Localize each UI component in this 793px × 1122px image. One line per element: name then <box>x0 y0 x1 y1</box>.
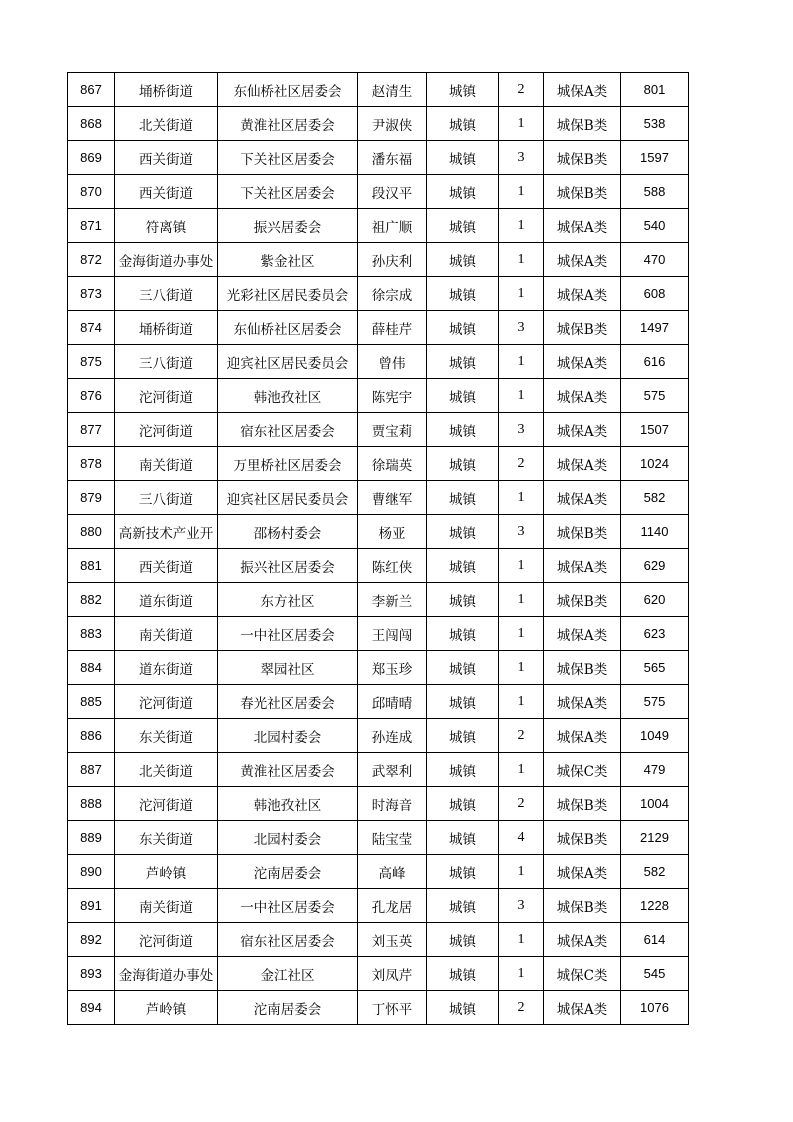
row-number-cell: 890 <box>68 855 115 889</box>
amount-cell: 470 <box>621 243 689 277</box>
people-count-cell: 1 <box>499 617 544 651</box>
category-cell: 城保A类 <box>544 549 621 583</box>
amount-cell: 623 <box>621 617 689 651</box>
table-row <box>68 209 689 243</box>
category-cell: 城保B类 <box>544 583 621 617</box>
category-cell: 城保B类 <box>544 821 621 855</box>
community-cell: 北园村委会 <box>218 719 358 753</box>
amount-cell: 582 <box>621 481 689 515</box>
household-type-cell: 城镇 <box>427 73 499 107</box>
household-type-cell: 城镇 <box>427 549 499 583</box>
people-count-cell: 1 <box>499 481 544 515</box>
person-name-cell: 段汉平 <box>358 175 427 209</box>
household-type-cell: 城镇 <box>427 413 499 447</box>
people-count-cell: 3 <box>499 515 544 549</box>
category-cell: 城保C类 <box>544 957 621 991</box>
person-name-cell: 王闯闯 <box>358 617 427 651</box>
category-cell: 城保A类 <box>544 209 621 243</box>
street-cell: 埇桥街道 <box>115 73 218 107</box>
amount-cell: 538 <box>621 107 689 141</box>
community-cell: 宿东社区居委会 <box>218 413 358 447</box>
household-type-cell: 城镇 <box>427 209 499 243</box>
street-cell: 东关街道 <box>115 821 218 855</box>
household-type-cell: 城镇 <box>427 515 499 549</box>
street-cell: 道东街道 <box>115 583 218 617</box>
people-count-cell: 2 <box>499 991 544 1025</box>
people-count-cell: 1 <box>499 549 544 583</box>
row-number-cell: 878 <box>68 447 115 481</box>
street-cell: 沱河街道 <box>115 923 218 957</box>
table-row <box>68 311 689 345</box>
person-name-cell: 徐瑞英 <box>358 447 427 481</box>
table-row <box>68 685 689 719</box>
amount-cell: 545 <box>621 957 689 991</box>
row-number-cell: 870 <box>68 175 115 209</box>
people-count-cell: 1 <box>499 957 544 991</box>
person-name-cell: 祖广顺 <box>358 209 427 243</box>
people-count-cell: 1 <box>499 753 544 787</box>
table-body <box>68 73 689 1025</box>
people-count-cell: 1 <box>499 685 544 719</box>
table-row <box>68 889 689 923</box>
street-cell: 符离镇 <box>115 209 218 243</box>
amount-cell: 620 <box>621 583 689 617</box>
person-name-cell: 刘凤芹 <box>358 957 427 991</box>
people-count-cell: 1 <box>499 277 544 311</box>
household-type-cell: 城镇 <box>427 957 499 991</box>
people-count-cell: 3 <box>499 413 544 447</box>
category-cell: 城保B类 <box>544 175 621 209</box>
person-name-cell: 陆宝莹 <box>358 821 427 855</box>
table-row <box>68 379 689 413</box>
street-cell: 南关街道 <box>115 617 218 651</box>
street-cell: 沱河街道 <box>115 379 218 413</box>
street-cell: 北关街道 <box>115 753 218 787</box>
category-cell: 城保A类 <box>544 617 621 651</box>
street-cell: 芦岭镇 <box>115 855 218 889</box>
amount-cell: 1004 <box>621 787 689 821</box>
person-name-cell: 李新兰 <box>358 583 427 617</box>
street-cell: 西关街道 <box>115 141 218 175</box>
row-number-cell: 892 <box>68 923 115 957</box>
community-cell: 金江社区 <box>218 957 358 991</box>
community-cell: 迎宾社区居民委员会 <box>218 345 358 379</box>
people-count-cell: 4 <box>499 821 544 855</box>
street-cell: 东关街道 <box>115 719 218 753</box>
household-type-cell: 城镇 <box>427 311 499 345</box>
community-cell: 邵杨村委会 <box>218 515 358 549</box>
community-cell: 万里桥社区居委会 <box>218 447 358 481</box>
people-count-cell: 2 <box>499 447 544 481</box>
household-type-cell: 城镇 <box>427 685 499 719</box>
street-cell: 西关街道 <box>115 175 218 209</box>
amount-cell: 1228 <box>621 889 689 923</box>
person-name-cell: 时海音 <box>358 787 427 821</box>
row-number-cell: 882 <box>68 583 115 617</box>
household-type-cell: 城镇 <box>427 855 499 889</box>
table-row <box>68 583 689 617</box>
amount-cell: 629 <box>621 549 689 583</box>
amount-cell: 575 <box>621 685 689 719</box>
community-cell: 北园村委会 <box>218 821 358 855</box>
street-cell: 三八街道 <box>115 481 218 515</box>
amount-cell: 479 <box>621 753 689 787</box>
category-cell: 城保B类 <box>544 311 621 345</box>
table-row <box>68 923 689 957</box>
table-row <box>68 345 689 379</box>
amount-cell: 801 <box>621 73 689 107</box>
row-number-cell: 879 <box>68 481 115 515</box>
person-name-cell: 薛桂芹 <box>358 311 427 345</box>
amount-cell: 1507 <box>621 413 689 447</box>
category-cell: 城保C类 <box>544 753 621 787</box>
table-row <box>68 447 689 481</box>
household-type-cell: 城镇 <box>427 481 499 515</box>
people-count-cell: 1 <box>499 209 544 243</box>
amount-cell: 582 <box>621 855 689 889</box>
person-name-cell: 曹继军 <box>358 481 427 515</box>
amount-cell: 608 <box>621 277 689 311</box>
amount-cell: 1024 <box>621 447 689 481</box>
row-number-cell: 877 <box>68 413 115 447</box>
category-cell: 城保A类 <box>544 413 621 447</box>
household-type-cell: 城镇 <box>427 651 499 685</box>
person-name-cell: 孔龙居 <box>358 889 427 923</box>
person-name-cell: 贾宝莉 <box>358 413 427 447</box>
household-type-cell: 城镇 <box>427 277 499 311</box>
table-row <box>68 991 689 1025</box>
household-type-cell: 城镇 <box>427 617 499 651</box>
row-number-cell: 889 <box>68 821 115 855</box>
category-cell: 城保B类 <box>544 515 621 549</box>
community-cell: 下关社区居委会 <box>218 175 358 209</box>
person-name-cell: 陈宪宇 <box>358 379 427 413</box>
category-cell: 城保A类 <box>544 73 621 107</box>
community-cell: 紫金社区 <box>218 243 358 277</box>
community-cell: 光彩社区居民委员会 <box>218 277 358 311</box>
household-type-cell: 城镇 <box>427 753 499 787</box>
amount-cell: 616 <box>621 345 689 379</box>
community-cell: 韩池孜社区 <box>218 379 358 413</box>
household-type-cell: 城镇 <box>427 141 499 175</box>
household-type-cell: 城镇 <box>427 107 499 141</box>
community-cell: 东仙桥社区居委会 <box>218 73 358 107</box>
community-cell: 东仙桥社区居委会 <box>218 311 358 345</box>
person-name-cell: 孙庆利 <box>358 243 427 277</box>
people-count-cell: 2 <box>499 787 544 821</box>
person-name-cell: 孙连成 <box>358 719 427 753</box>
table-row <box>68 651 689 685</box>
table-row <box>68 515 689 549</box>
amount-cell: 1597 <box>621 141 689 175</box>
household-type-cell: 城镇 <box>427 175 499 209</box>
person-name-cell: 杨亚 <box>358 515 427 549</box>
street-cell: 西关街道 <box>115 549 218 583</box>
people-count-cell: 1 <box>499 651 544 685</box>
amount-cell: 1076 <box>621 991 689 1025</box>
people-count-cell: 1 <box>499 923 544 957</box>
person-name-cell: 丁怀平 <box>358 991 427 1025</box>
category-cell: 城保A类 <box>544 379 621 413</box>
household-type-cell: 城镇 <box>427 923 499 957</box>
community-cell: 黄淮社区居委会 <box>218 753 358 787</box>
row-number-cell: 893 <box>68 957 115 991</box>
household-type-cell: 城镇 <box>427 719 499 753</box>
amount-cell: 1140 <box>621 515 689 549</box>
table-row <box>68 413 689 447</box>
row-number-cell: 868 <box>68 107 115 141</box>
amount-cell: 540 <box>621 209 689 243</box>
street-cell: 埇桥街道 <box>115 311 218 345</box>
household-type-cell: 城镇 <box>427 821 499 855</box>
table-row <box>68 175 689 209</box>
people-count-cell: 1 <box>499 243 544 277</box>
street-cell: 南关街道 <box>115 889 218 923</box>
street-cell: 南关街道 <box>115 447 218 481</box>
table-row <box>68 549 689 583</box>
community-cell: 一中社区居委会 <box>218 889 358 923</box>
table-row <box>68 957 689 991</box>
category-cell: 城保B类 <box>544 107 621 141</box>
category-cell: 城保A类 <box>544 481 621 515</box>
category-cell: 城保A类 <box>544 923 621 957</box>
street-cell: 金海街道办事处 <box>115 243 218 277</box>
amount-cell: 575 <box>621 379 689 413</box>
people-count-cell: 2 <box>499 73 544 107</box>
people-count-cell: 2 <box>499 719 544 753</box>
table-row <box>68 617 689 651</box>
category-cell: 城保A类 <box>544 277 621 311</box>
street-cell: 道东街道 <box>115 651 218 685</box>
table-row <box>68 753 689 787</box>
household-type-cell: 城镇 <box>427 583 499 617</box>
person-name-cell: 邱晴晴 <box>358 685 427 719</box>
person-name-cell: 潘东福 <box>358 141 427 175</box>
person-name-cell: 武翠利 <box>358 753 427 787</box>
household-type-cell: 城镇 <box>427 379 499 413</box>
category-cell: 城保A类 <box>544 855 621 889</box>
beneficiary-table <box>67 72 689 1025</box>
category-cell: 城保B类 <box>544 141 621 175</box>
row-number-cell: 887 <box>68 753 115 787</box>
row-number-cell: 869 <box>68 141 115 175</box>
table-row <box>68 277 689 311</box>
amount-cell: 1497 <box>621 311 689 345</box>
people-count-cell: 1 <box>499 175 544 209</box>
people-count-cell: 1 <box>499 345 544 379</box>
table-row <box>68 855 689 889</box>
community-cell: 宿东社区居委会 <box>218 923 358 957</box>
street-cell: 金海街道办事处 <box>115 957 218 991</box>
table-row <box>68 481 689 515</box>
community-cell: 沱南居委会 <box>218 855 358 889</box>
household-type-cell: 城镇 <box>427 787 499 821</box>
community-cell: 迎宾社区居民委员会 <box>218 481 358 515</box>
household-type-cell: 城镇 <box>427 345 499 379</box>
row-number-cell: 891 <box>68 889 115 923</box>
table-row <box>68 73 689 107</box>
row-number-cell: 872 <box>68 243 115 277</box>
row-number-cell: 883 <box>68 617 115 651</box>
row-number-cell: 876 <box>68 379 115 413</box>
row-number-cell: 888 <box>68 787 115 821</box>
street-cell: 三八街道 <box>115 277 218 311</box>
row-number-cell: 880 <box>68 515 115 549</box>
people-count-cell: 3 <box>499 311 544 345</box>
row-number-cell: 867 <box>68 73 115 107</box>
community-cell: 春光社区居委会 <box>218 685 358 719</box>
category-cell: 城保B类 <box>544 651 621 685</box>
row-number-cell: 875 <box>68 345 115 379</box>
people-count-cell: 1 <box>499 583 544 617</box>
table-row <box>68 141 689 175</box>
community-cell: 一中社区居委会 <box>218 617 358 651</box>
category-cell: 城保A类 <box>544 345 621 379</box>
community-cell: 下关社区居委会 <box>218 141 358 175</box>
category-cell: 城保A类 <box>544 719 621 753</box>
row-number-cell: 886 <box>68 719 115 753</box>
row-number-cell: 881 <box>68 549 115 583</box>
community-cell: 黄淮社区居委会 <box>218 107 358 141</box>
community-cell: 翠园社区 <box>218 651 358 685</box>
people-count-cell: 1 <box>499 855 544 889</box>
community-cell: 东方社区 <box>218 583 358 617</box>
row-number-cell: 873 <box>68 277 115 311</box>
row-number-cell: 884 <box>68 651 115 685</box>
household-type-cell: 城镇 <box>427 447 499 481</box>
table-row <box>68 107 689 141</box>
people-count-cell: 1 <box>499 107 544 141</box>
amount-cell: 614 <box>621 923 689 957</box>
community-cell: 韩池孜社区 <box>218 787 358 821</box>
person-name-cell: 刘玉英 <box>358 923 427 957</box>
household-type-cell: 城镇 <box>427 889 499 923</box>
street-cell: 高新技术产业开 <box>115 515 218 549</box>
person-name-cell: 曾伟 <box>358 345 427 379</box>
street-cell: 沱河街道 <box>115 685 218 719</box>
row-number-cell: 894 <box>68 991 115 1025</box>
category-cell: 城保A类 <box>544 243 621 277</box>
amount-cell: 2129 <box>621 821 689 855</box>
table-row <box>68 719 689 753</box>
people-count-cell: 3 <box>499 141 544 175</box>
street-cell: 芦岭镇 <box>115 991 218 1025</box>
household-type-cell: 城镇 <box>427 243 499 277</box>
community-cell: 振兴社区居委会 <box>218 549 358 583</box>
street-cell: 沱河街道 <box>115 413 218 447</box>
row-number-cell: 874 <box>68 311 115 345</box>
category-cell: 城保A类 <box>544 685 621 719</box>
category-cell: 城保A类 <box>544 447 621 481</box>
street-cell: 沱河街道 <box>115 787 218 821</box>
category-cell: 城保A类 <box>544 991 621 1025</box>
person-name-cell: 高峰 <box>358 855 427 889</box>
household-type-cell: 城镇 <box>427 991 499 1025</box>
row-number-cell: 871 <box>68 209 115 243</box>
row-number-cell: 885 <box>68 685 115 719</box>
table-row <box>68 821 689 855</box>
amount-cell: 588 <box>621 175 689 209</box>
person-name-cell: 徐宗成 <box>358 277 427 311</box>
amount-cell: 565 <box>621 651 689 685</box>
person-name-cell: 赵清生 <box>358 73 427 107</box>
people-count-cell: 1 <box>499 379 544 413</box>
person-name-cell: 陈红侠 <box>358 549 427 583</box>
category-cell: 城保B类 <box>544 787 621 821</box>
street-cell: 三八街道 <box>115 345 218 379</box>
person-name-cell: 郑玉珍 <box>358 651 427 685</box>
street-cell: 北关街道 <box>115 107 218 141</box>
category-cell: 城保B类 <box>544 889 621 923</box>
people-count-cell: 3 <box>499 889 544 923</box>
table-row <box>68 787 689 821</box>
amount-cell: 1049 <box>621 719 689 753</box>
person-name-cell: 尹淑侠 <box>358 107 427 141</box>
community-cell: 沱南居委会 <box>218 991 358 1025</box>
table-row <box>68 243 689 277</box>
community-cell: 振兴居委会 <box>218 209 358 243</box>
